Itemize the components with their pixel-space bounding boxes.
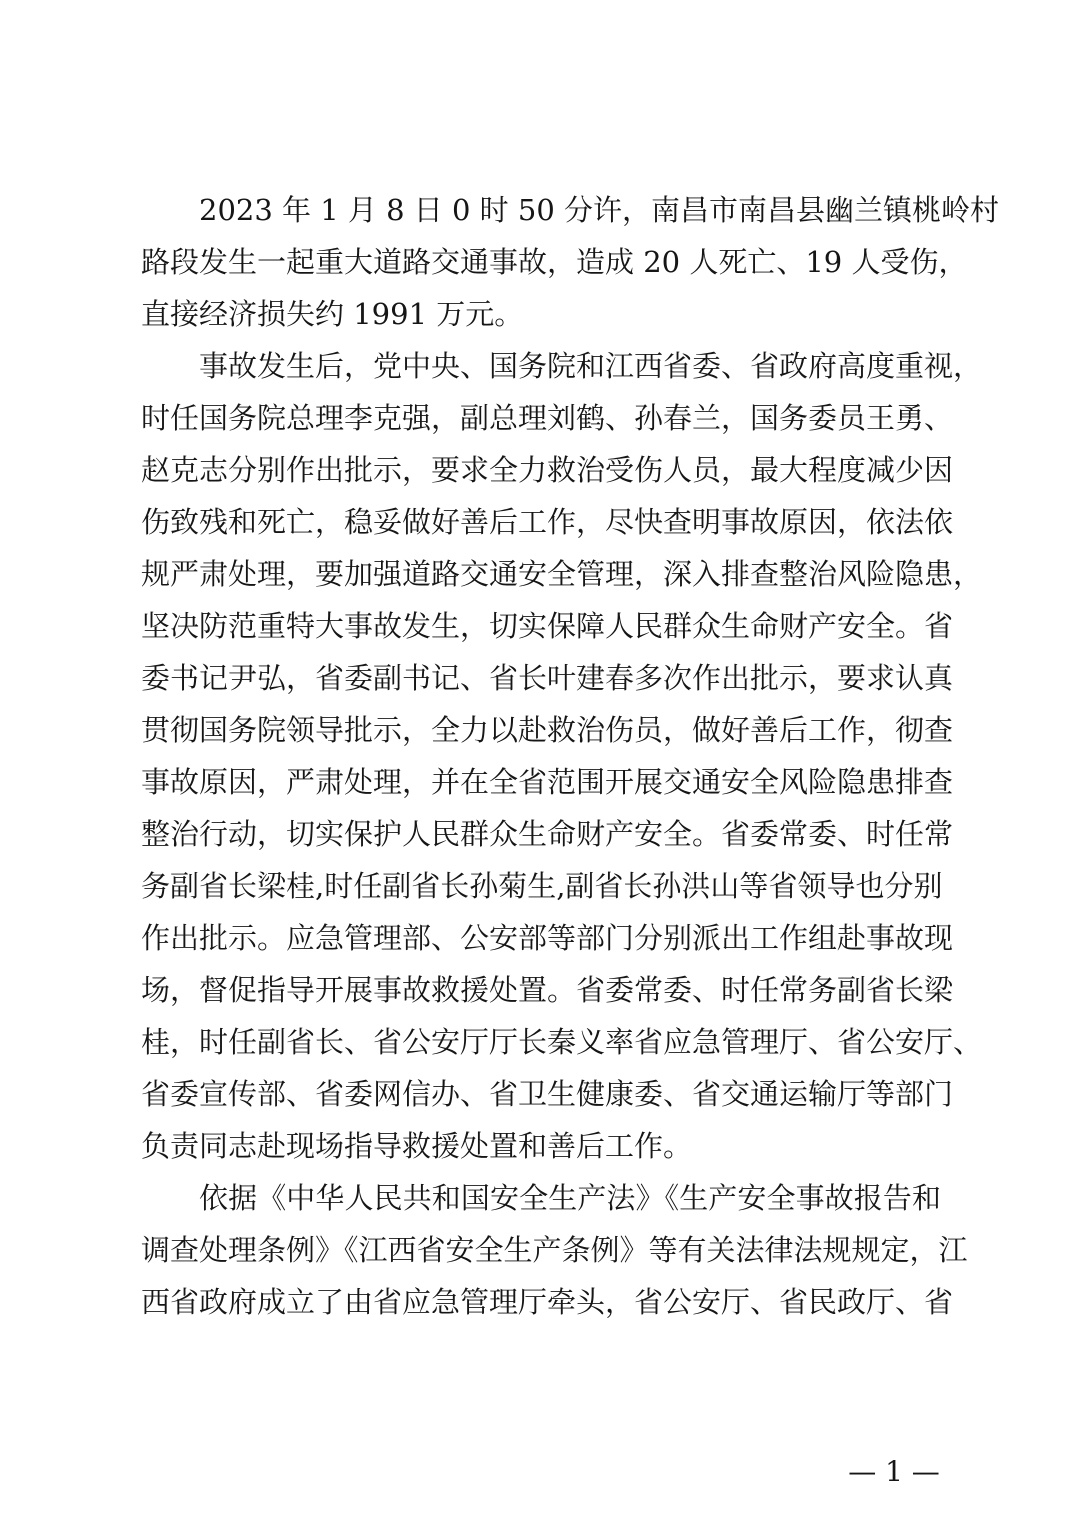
paragraph-2-line-15: 省委宣传部、省委网信办、省卫生健康委、省交通运输厅等部门 bbox=[141, 1077, 954, 1111]
paragraph-3-line-2: 调查处理条例》《江西省安全生产条例》等有关法律法规规定，江 bbox=[141, 1233, 968, 1267]
paragraph-2-line-3: 赵克志分别作出批示，要求全力救治受伤人员，最大程度减少因 bbox=[141, 453, 954, 487]
paragraph-2-line-8: 贯彻国务院领导批示，全力以赴救治伤员，做好善后工作，彻查 bbox=[141, 713, 954, 747]
paragraph-2-line-10: 整治行动，切实保护人民群众生命财产安全。省委常委、时任常 bbox=[141, 817, 954, 851]
paragraph-3-line-3: 西省政府成立了由省应急管理厅牵头，省公安厅、省民政厅、省 bbox=[141, 1285, 954, 1319]
paragraph-3-line-1: 依据《中华人民共和国安全生产法》《生产安全事故报告和 bbox=[199, 1181, 941, 1215]
paragraph-1-line-3: 直接经济损失约 1991 万元。 bbox=[141, 297, 524, 331]
paragraph-2-line-11: 务副省长梁桂,时任副省长孙菊生,副省长孙洪山等省领导也分别 bbox=[141, 869, 943, 903]
paragraph-2-line-4: 伤致残和死亡，稳妥做好善后工作，尽快查明事故原因，依法依 bbox=[141, 505, 954, 539]
paragraph-1-line-1: 2023 年 1 月 8 日 0 时 50 分许，南昌市南昌县幽兰镇桃岭村 bbox=[199, 193, 1000, 227]
paragraph-2-line-12: 作出批示。应急管理部、公安部等部门分别派出工作组赴事故现 bbox=[141, 921, 954, 955]
paragraph-2-line-5: 规严肃处理，要加强道路交通安全管理，深入排查整治风险隐患， bbox=[141, 557, 983, 591]
paragraph-1-line-2: 路段发生一起重大道路交通事故，造成 20 人死亡、19 人受伤， bbox=[141, 245, 968, 279]
page-number: — 1 — bbox=[848, 1455, 940, 1488]
paragraph-2-line-14: 桂，时任副省长、省公安厅厅长秦义率省应急管理厅、省公安厅、 bbox=[141, 1025, 983, 1059]
paragraph-2-line-9: 事故原因，严肃处理，并在全省范围开展交通安全风险隐患排查 bbox=[141, 765, 954, 799]
paragraph-2-line-7: 委书记尹弘，省委副书记、省长叶建春多次作出批示，要求认真 bbox=[141, 661, 954, 695]
paragraph-2-line-1: 事故发生后，党中央、国务院和江西省委、省政府高度重视， bbox=[199, 349, 983, 383]
paragraph-2-line-16: 负责同志赴现场指导救援处置和善后工作。 bbox=[141, 1129, 693, 1163]
paragraph-2-line-13: 场，督促指导开展事故救援处置。省委常委、时任常务副省长梁 bbox=[141, 973, 954, 1007]
paragraph-2-line-2: 时任国务院总理李克强，副总理刘鹤、孙春兰，国务委员王勇、 bbox=[141, 401, 954, 435]
paragraph-2-line-6: 坚决防范重特大事故发生，切实保障人民群众生命财产安全。省 bbox=[141, 609, 954, 643]
